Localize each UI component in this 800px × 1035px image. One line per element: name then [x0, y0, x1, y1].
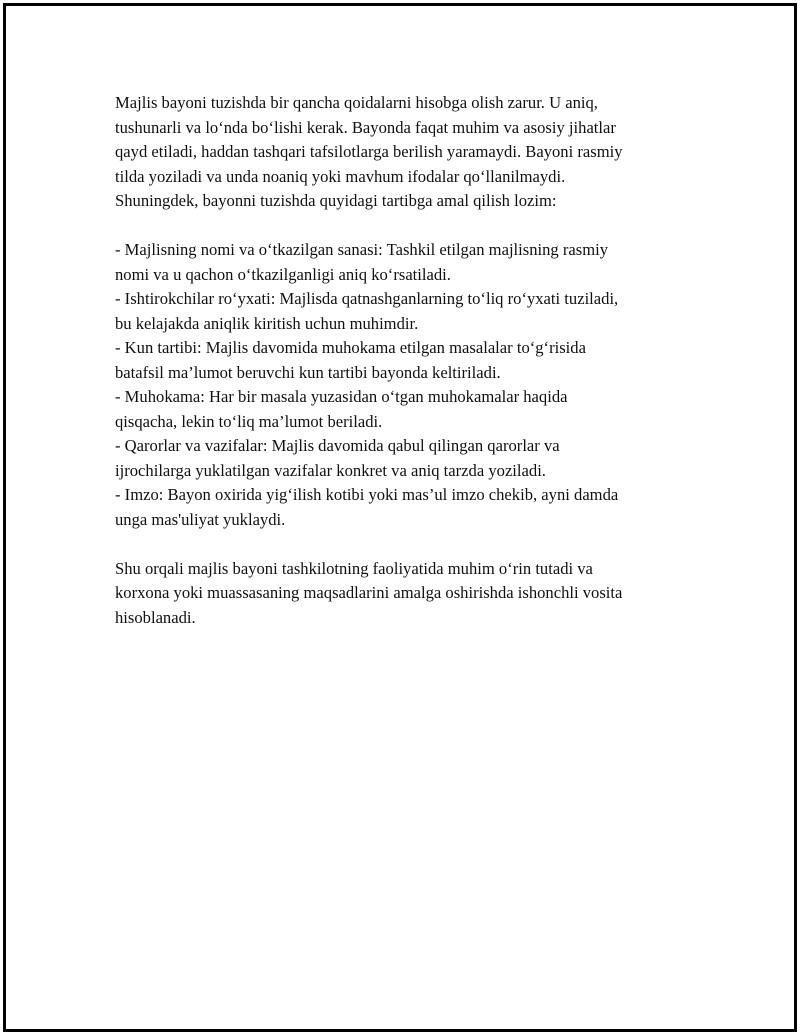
- intro-paragraph: [115, 91, 695, 214]
- list-item-line: bu kelajakda aniqlik kiritish uchun muhimdir.: [115, 313, 419, 333]
- list-item-line: - Ishtirokchilar ro‘yxati: Majlisda qatnashganlarning to‘liq ro‘yxati tuziladi,: [115, 289, 619, 308]
- text-line: Shu orqali majlis bayoni tashkilotning faoliyatida muhim o‘rin tutadi va: [115, 558, 593, 578]
- text-line: hisoblanadi.: [115, 607, 196, 627]
- list-item-line: - Muhokama: Har bir masala yuzasidan o‘tgan muhokamalar haqida: [115, 387, 568, 406]
- list-item-line: ijrochilarga yuklatilgan vazifalar konkret va aniq tarzda yoziladi.: [115, 460, 546, 480]
- requirements-list: [115, 238, 695, 532]
- text-line: tushunarli va lo‘nda bo‘lishi kerak. Bayonda faqat muhim va asosiy jihatlar: [115, 117, 616, 137]
- text-line: Shuningdek, bayonni tuzishda quyidagi tartibga amal qilish lozim:: [115, 191, 557, 210]
- list-item-line: - Imzo: Bayon oxirida yig‘ilish kotibi yoki mas’ul imzo chekib, ayni damda: [115, 485, 619, 504]
- list-item-line: batafsil ma’lumot beruvchi kun tartibi bayonda keltiriladi.: [115, 362, 501, 382]
- list-item-line: qisqacha, lekin to‘liq ma’lumot beriladi.: [115, 411, 383, 431]
- text-line: tilda yoziladi va unda noaniq yoki mavhum ifodalar qo‘llanilmaydi.: [115, 166, 566, 186]
- list-item-line: - Qarorlar va vazifalar: Majlis davomida qabul qilingan qarorlar va: [115, 436, 560, 455]
- paragraph-gap: [115, 532, 695, 557]
- text-line: Majlis bayoni tuzishda bir qancha qoidalarni hisobga olish zarur. U aniq,: [115, 93, 598, 112]
- list-item-line: - Kun tartibi: Majlis davomida muhokama etilgan masalalar to‘g‘risida: [115, 338, 586, 357]
- document-body: [115, 91, 695, 630]
- closing-paragraph: [115, 557, 695, 631]
- paragraph-gap: [115, 214, 695, 239]
- text-line: qayd etiladi, haddan tashqari tafsilotlarga berilish yaramaydi. Bayoni rasmiy: [115, 142, 623, 161]
- list-item-line: unga mas'uliyat yuklaydi.: [115, 509, 286, 529]
- list-item-line: nomi va u qachon o‘tkazilganligi aniq ko‘rsatiladi.: [115, 264, 451, 284]
- text-line: korxona yoki muassasaning maqsadlarini amalga oshirishda ishonchli vosita: [115, 583, 623, 602]
- list-item-line: - Majlisning nomi va o‘tkazilgan sanasi: Tashkil etilgan majlisning rasmiy: [115, 240, 609, 259]
